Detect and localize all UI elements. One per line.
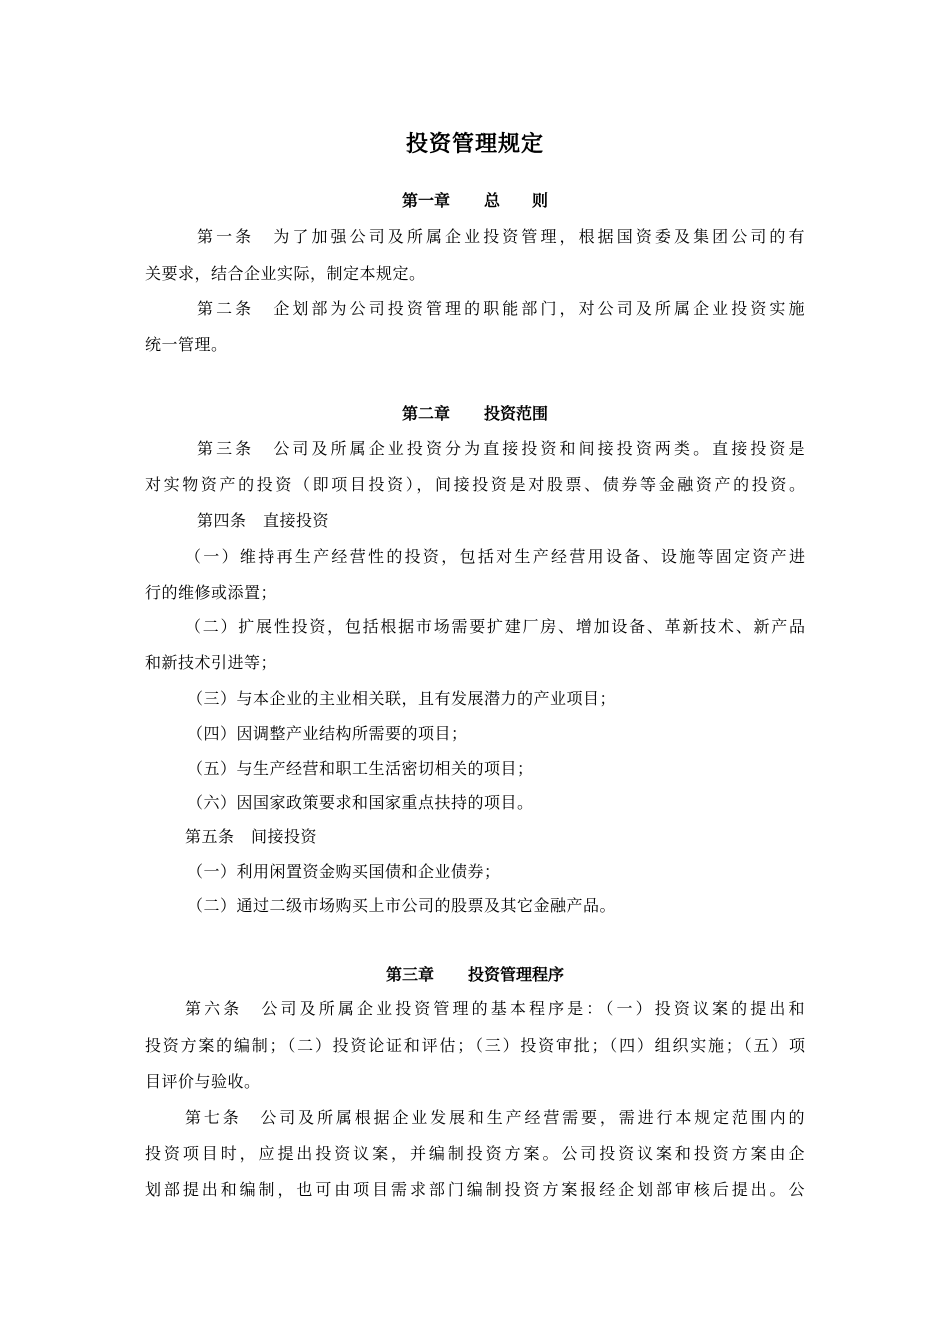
- article-5-item-2: （二）通过二级市场购买上市公司的股票及其它金融产品。: [187, 896, 617, 915]
- article-5-item-1: （一）利用闲置资金购买国债和企业债券；: [187, 862, 501, 881]
- article-4-item-1-line-2: 行的维修或添置；: [145, 583, 278, 602]
- article-6-line-3: 目评价与验收。: [145, 1072, 261, 1091]
- chapter-number: 第二章: [401, 404, 450, 423]
- article-3-line-1: 第三条 公司及所属企业投资分为直接投资和间接投资两类。直接投资是: [197, 439, 805, 458]
- article-5-heading: 第五条 间接投资: [185, 827, 318, 846]
- chapter-number: 第一章: [401, 191, 450, 210]
- article-4-item-3: （三）与本企业的主业相关联，且有发展潜力的产业项目；: [187, 689, 617, 708]
- article-1-line-2: 关要求，结合企业实际，制定本规定。: [145, 264, 426, 283]
- article-4-item-5: （五）与生产经营和职工生活密切相关的项目；: [187, 759, 534, 778]
- chapter-name: 投资管理程序: [468, 965, 565, 984]
- article-4-item-2-line-2: 和新技术引进等；: [145, 653, 278, 672]
- chapter-heading-3: [0, 962, 950, 985]
- article-4-item-4: （四）因调整产业结构所需要的项目；: [187, 724, 468, 743]
- article-4-item-6: （六）因国家政策要求和国家重点扶持的项目。: [187, 793, 534, 812]
- article-3-line-2: 对实物资产的投资（即项目投资），间接投资是对股票、债券等金融资产的投资。: [145, 475, 805, 494]
- chapter-heading-1: [0, 188, 950, 211]
- chapter-heading-2: [0, 401, 950, 424]
- article-4-heading: 第四条 直接投资: [197, 511, 330, 530]
- article-1-line-1: 第一条 为了加强公司及所属企业投资管理，根据国资委及集团公司的有: [197, 227, 805, 246]
- article-7-line-2: 投资项目时，应提出投资议案，并编制投资方案。公司投资议案和投资方案由企: [145, 1144, 805, 1163]
- chapter-name: 投资范围: [484, 404, 549, 423]
- article-4-item-2-line-1: （二）扩展性投资，包括根据市场需要扩建厂房、增加设备、革新技术、新产品: [185, 617, 805, 636]
- article-4-item-1-line-1: （一）维持再生产经营性的投资，包括对生产经营用设备、设施等固定资产进: [185, 547, 805, 566]
- article-7-line-1: 第七条 公司及所属根据企业发展和生产经营需要，需进行本规定范围内的: [185, 1108, 805, 1127]
- chapter-number: 第三章: [385, 965, 434, 984]
- chapter-name: 总 则: [484, 191, 549, 210]
- document-title: 投资管理规定: [405, 131, 544, 157]
- article-7-line-3: 划部提出和编制，也可由项目需求部门编制投资方案报经企划部审核后提出。公: [145, 1180, 805, 1199]
- article-2-line-1: 第二条 企划部为公司投资管理的职能部门，对公司及所属企业投资实施: [197, 299, 805, 318]
- article-2-line-2: 统一管理。: [145, 335, 228, 354]
- article-6-line-2: 投资方案的编制；（二）投资论证和评估；（三）投资审批；（四）组织实施；（五）项: [145, 1036, 805, 1055]
- article-6-line-1: 第六条 公司及所属企业投资管理的基本程序是：（一）投资议案的提出和: [185, 999, 805, 1018]
